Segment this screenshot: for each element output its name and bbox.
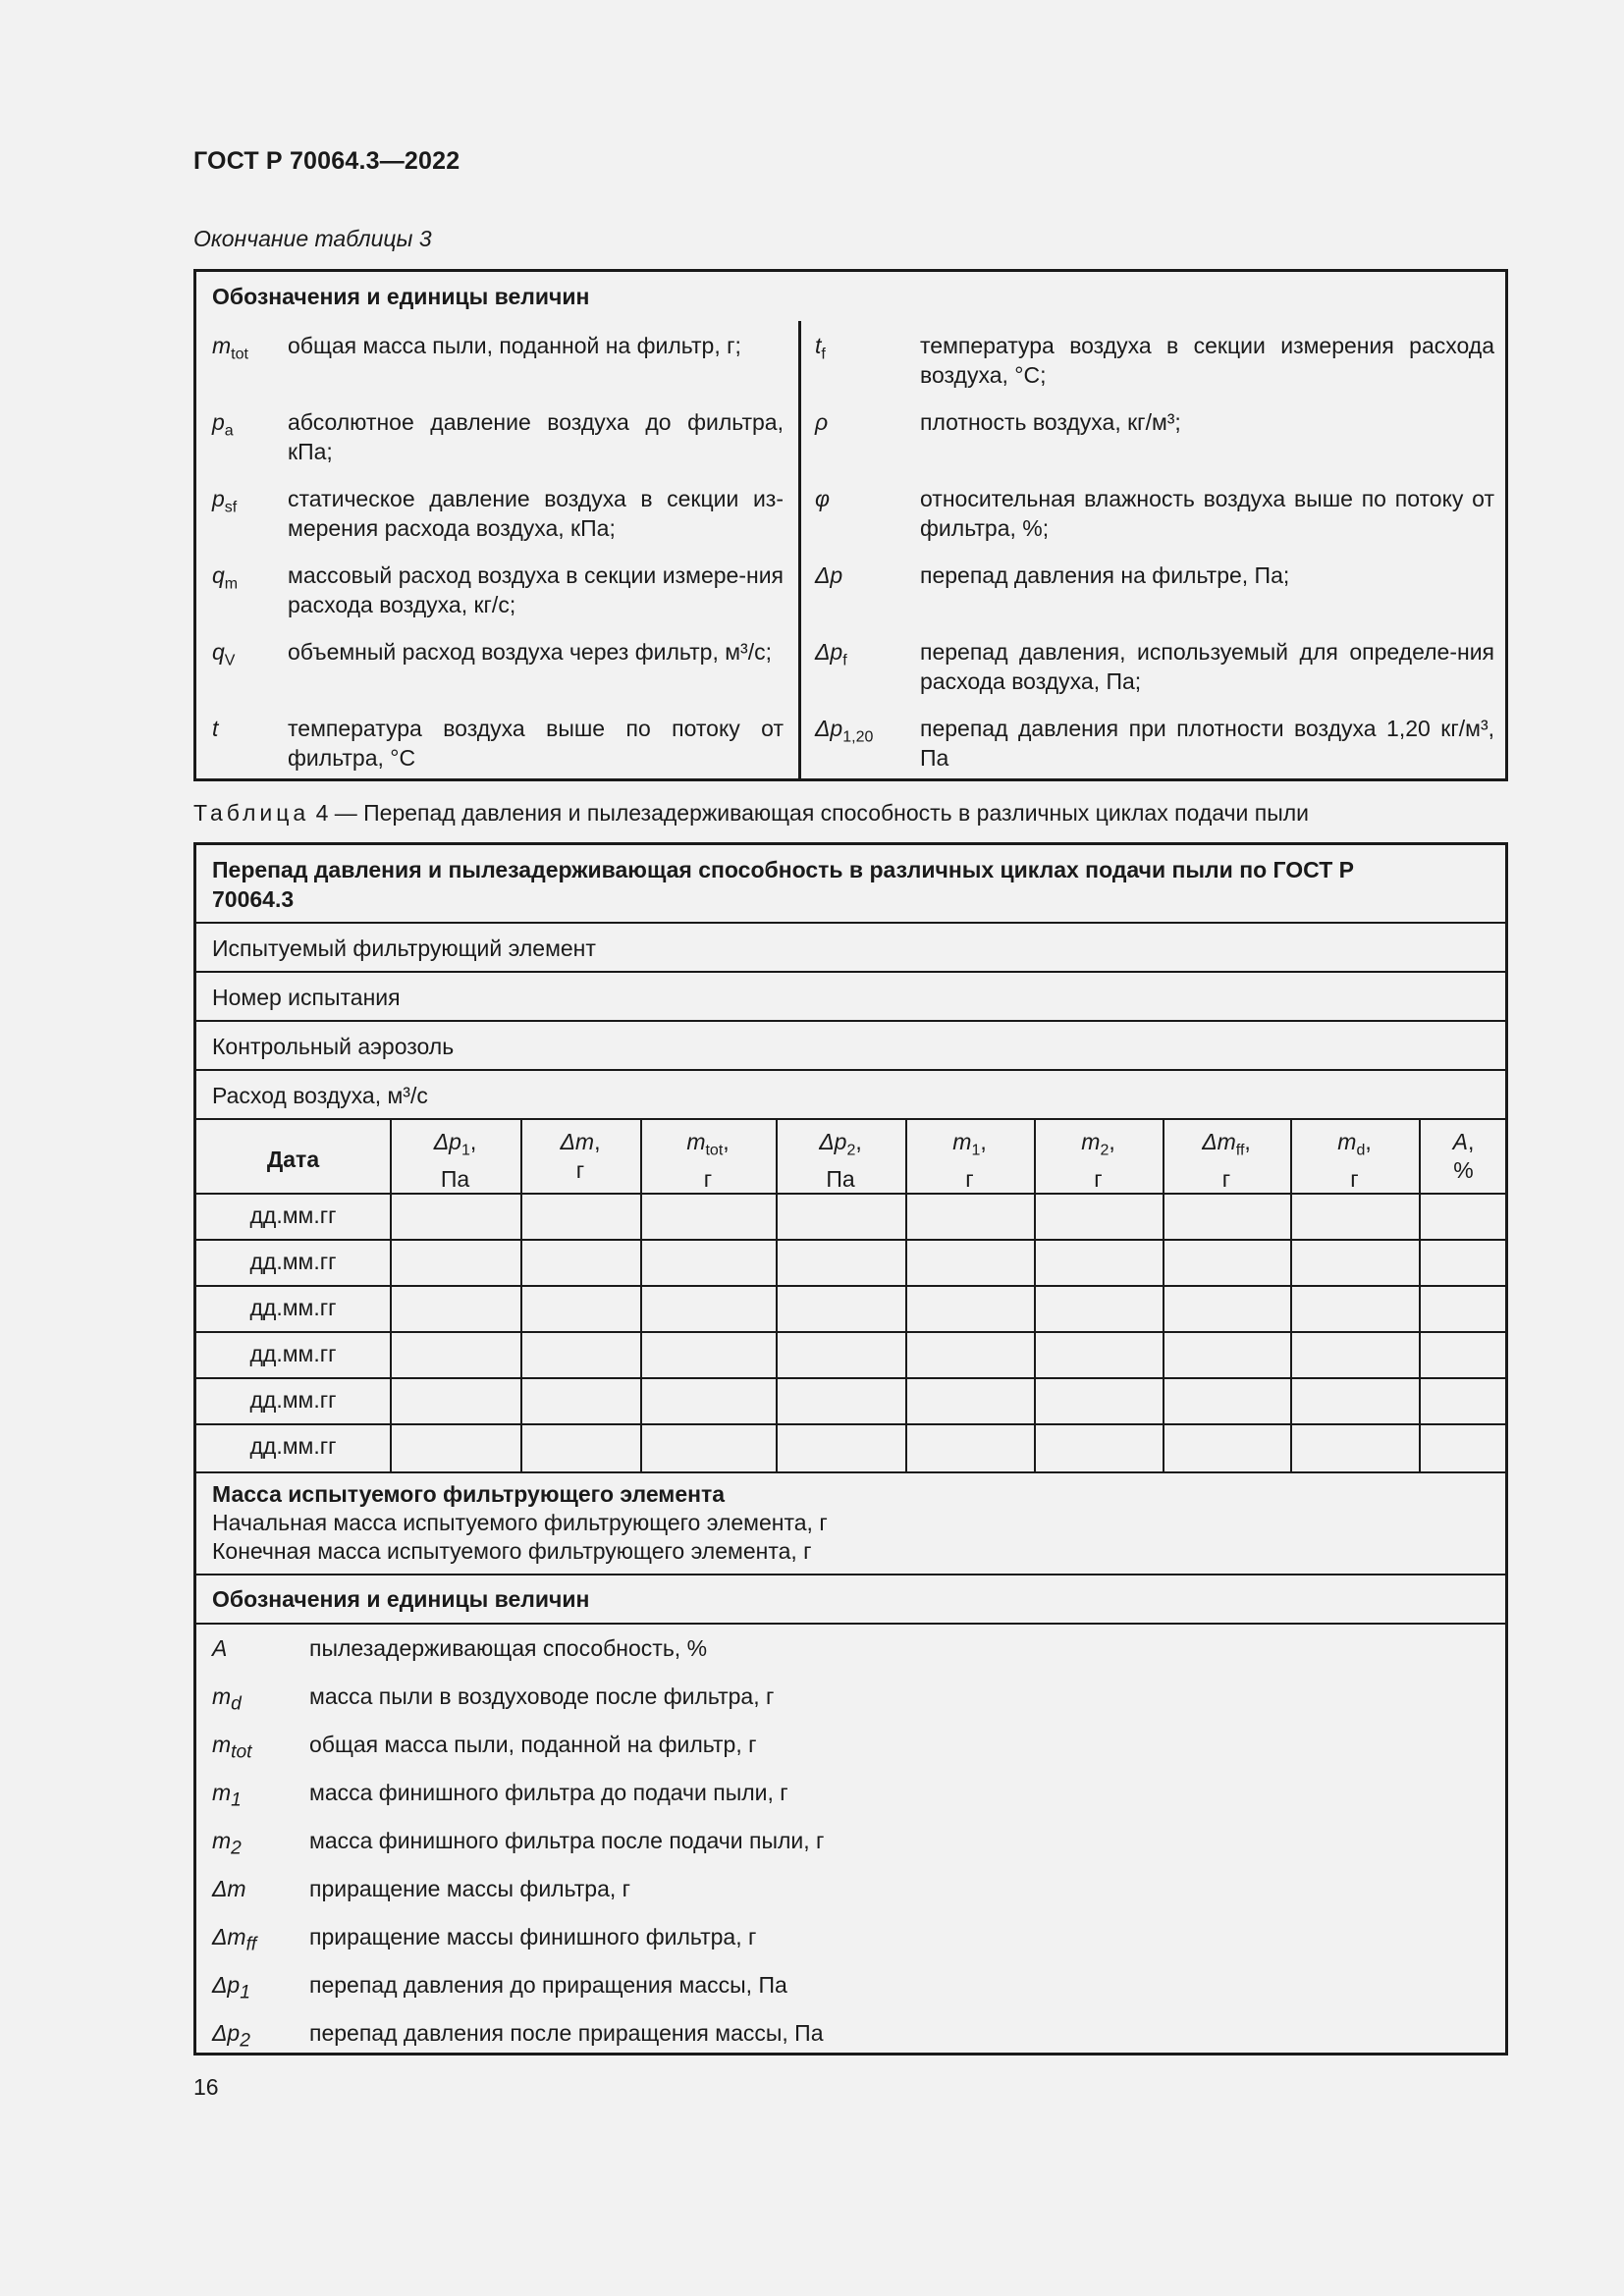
table-row-date: дд.мм.гг: [249, 1202, 337, 1228]
t3-left-sym-3: $q_m$: [212, 562, 239, 593]
col-header-m2: $m_2$, г: [1081, 1129, 1115, 1192]
mass-initial: Начальная масса испытуемого фильтрующего элемента, г: [212, 1510, 828, 1535]
col-header-dmff: $\Delta m_{ff}$, г: [1202, 1129, 1251, 1192]
t3-left-desc-1: абсолютное давление воздуха до фильтра, кПа;: [288, 409, 784, 464]
col-header-dp1: $\Delta p_1$, Па: [433, 1129, 477, 1192]
t3-left-sym-4: $q_V$: [212, 639, 236, 669]
table-row-date: дд.мм.гг: [249, 1387, 337, 1413]
t3-right-sym-3: Δp: [815, 562, 843, 588]
t3-left-sym-0: $m_{tot}$: [212, 333, 248, 363]
col-header-mtot: $m_{tot}$, г: [686, 1129, 730, 1192]
t3-right-sym-0: $t_f$: [815, 333, 826, 363]
table3: [193, 269, 1508, 781]
t3-left-sym-1: $p_a$: [212, 409, 234, 440]
col-header-m1: $m_1$, г: [952, 1129, 987, 1192]
t3-left-desc-2: статическое давление воздуха в секции из-мерения расхода воздуха, кПа;: [288, 486, 784, 541]
notation-desc: приращение массы финишного фильтра, г: [309, 1924, 757, 1949]
mass-block: [212, 1480, 828, 1566]
table4-title: Перепад давления и пылезадерживающая способность в различных циклах подачи пыли по ГОСТ Р 70064.3: [212, 857, 1354, 912]
table3-divider: [798, 321, 801, 778]
t3-left-desc-3: массовый расход воздуха в секции измере-ния расхода воздуха, кг/с;: [288, 562, 784, 617]
t3-left-desc-5: температура воздуха выше по потоку от фильтра, °С: [288, 716, 784, 771]
t3-right-sym-4: $\Delta p_f$: [815, 639, 847, 669]
mass-heading: Масса испытуемого фильтрующего элемента: [212, 1481, 726, 1507]
notation-desc: перепад давления после приращения массы, Па: [309, 2020, 824, 2046]
notation-sym: $m_1$: [212, 1780, 242, 1811]
col-header-dp2: $\Delta p_2$, Па: [819, 1129, 862, 1192]
notation-desc: масса пыли в воздуховоде после фильтра, г: [309, 1683, 775, 1709]
notation-sym: $\Delta p_1$: [212, 1972, 250, 2003]
table4-caption: Таблица 4 — Перепад давления и пылезадерживающая способность в различных циклах подачи пыли: [193, 800, 1310, 826]
t3-left-desc-4: объемный расход воздуха через фильтр, м³/с;: [288, 639, 772, 665]
t3-right-sym-2: φ: [815, 486, 831, 511]
t3-left-desc-0: общая масса пыли, поданной на фильтр, г;: [288, 333, 741, 358]
table-row-date: дд.мм.гг: [249, 1249, 337, 1274]
table-row-date: дд.мм.гг: [249, 1295, 337, 1320]
table-row-date: дд.мм.гг: [249, 1433, 337, 1459]
notation-sym: $m_{tot}$: [212, 1732, 252, 1763]
notation-sym: $\Delta p_2$: [212, 2020, 250, 2052]
t3-right-desc-2: относительная влажность воздуха выше по потоку от фильтра, %;: [920, 486, 1494, 541]
info-row-test-number: Номер испытания: [212, 985, 401, 1010]
notation-heading: Обозначения и единицы величин: [212, 1586, 590, 1612]
notation-sym: Δm: [212, 1876, 246, 1901]
t3-right-desc-3: перепад давления на фильтре, Па;: [920, 562, 1290, 588]
col-header-date: Дата: [266, 1147, 320, 1172]
t3-left-sym-2: $p_{sf}$: [212, 486, 238, 516]
notation-desc: масса финишного фильтра после подачи пыли, г: [309, 1828, 825, 1853]
notation-sym: $\Delta m_{ff}$: [212, 1924, 257, 1955]
info-row-airflow: Расход воздуха, м³/с: [212, 1083, 428, 1108]
t3-right-desc-5: перепад давления при плотности воздуха 1,20 кг/м³, Па: [920, 716, 1494, 771]
notation-desc: перепад давления до приращения массы, Па: [309, 1972, 787, 1998]
t3-right-sym-1: ρ: [815, 409, 829, 435]
t3-right-sym-5: $\Delta p_{1,20}$: [815, 716, 874, 746]
t3-left-sym-5: t: [212, 716, 219, 741]
t3-right-desc-0: температура воздуха в секции измерения расхода воздуха, °С;: [920, 333, 1494, 388]
col-header-dm: Δm, г: [560, 1129, 601, 1183]
table-row-date: дд.мм.гг: [249, 1341, 337, 1366]
document-code: ГОСТ Р 70064.3—2022: [193, 147, 460, 175]
t3-right-desc-4: перепад давления, используемый для определе-ния расхода воздуха, Па;: [920, 639, 1494, 694]
col-header-md: $m_d$, г: [1337, 1129, 1372, 1192]
page-number: 16: [193, 2074, 219, 2100]
notation-desc: приращение массы фильтра, г: [309, 1876, 631, 1901]
table4: [193, 842, 1508, 2056]
notation-sym: $m_d$: [212, 1683, 242, 1715]
notation-sym: $m_2$: [212, 1828, 242, 1859]
notation-desc: общая масса пыли, поданной на фильтр, г: [309, 1732, 757, 1757]
info-row-filter: Испытуемый фильтрующий элемент: [212, 935, 596, 961]
table3-continuation-caption: Окончание таблицы 3: [193, 226, 432, 251]
t3-right-desc-1: плотность воздуха, кг/м³;: [920, 409, 1181, 435]
info-row-aerosol: Контрольный аэрозоль: [212, 1034, 455, 1059]
notation-desc: масса финишного фильтра до подачи пыли, г: [309, 1780, 788, 1805]
notation-desc: пылезадерживающая способность, %: [309, 1635, 708, 1661]
mass-final: Конечная масса испытуемого фильтрующего элемента, г: [212, 1538, 812, 1564]
col-header-a: A, %: [1452, 1129, 1475, 1183]
table3-heading: Обозначения и единицы величин: [212, 284, 590, 309]
notation-sym: A: [212, 1635, 228, 1661]
